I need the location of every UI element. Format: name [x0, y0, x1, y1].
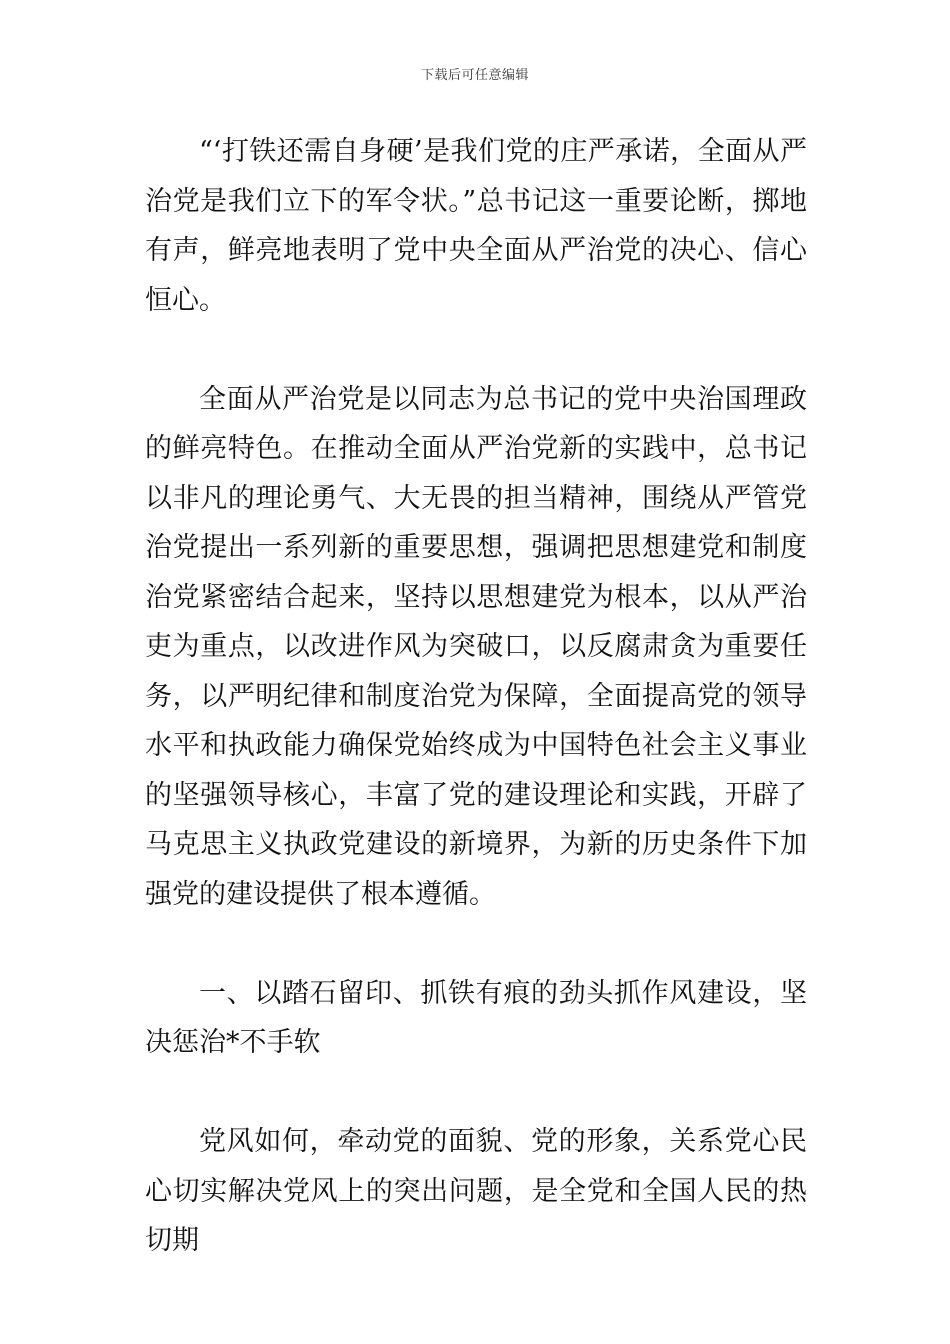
paragraph-gap	[145, 919, 807, 969]
page-header: 下载后可任意编辑	[420, 68, 529, 83]
document-body	[145, 127, 807, 1266]
paragraph-party-governance: 全面从严治党是以同志为总书记的党中央治国理政的鲜亮特色。在推动全面从严治党新的实践中，总书记以非凡的理论勇气、大无畏的担当精神，围绕从严管党治党提出一系列新的重要思想，强调把思想建党和制度治党紧密结合起来，坚持以思想建党为根本，以从严治吏为重点，以改进作风为突破口，以反腐肃贪为重要任务，以严明纪律和制度治党为保障，全面提高党的领导水平和执政能力确保党始终成为中国特色社会主义事业的坚强领导核心，丰富了党的建设理论和实践，开辟了马克思主义执政党建设的新境界，为新的历史条件下加强党的建设提供了根本遵循。	[145, 383, 807, 910]
paragraph-gap	[145, 325, 807, 375]
paragraph-opening-quote: “‘打铁还需自身硬’是我们党的庄严承诺，全面从严治党是我们立下的军令状。”总书记这一重要论断，掷地有声，鲜亮地表明了党中央全面从严治党的决心、信心恒心。	[145, 136, 807, 316]
section-heading-one: 一、以踏石留印、抓铁有痕的劲头抓作风建设，坚决惩治*不手软	[145, 977, 807, 1058]
paragraph-gap	[145, 1068, 807, 1118]
paragraph-party-style: 党风如何，牵动党的面貌、党的形象，关系党心民心切实解决党风上的突出问题，是全党和全国人民的热切期	[145, 1126, 807, 1256]
